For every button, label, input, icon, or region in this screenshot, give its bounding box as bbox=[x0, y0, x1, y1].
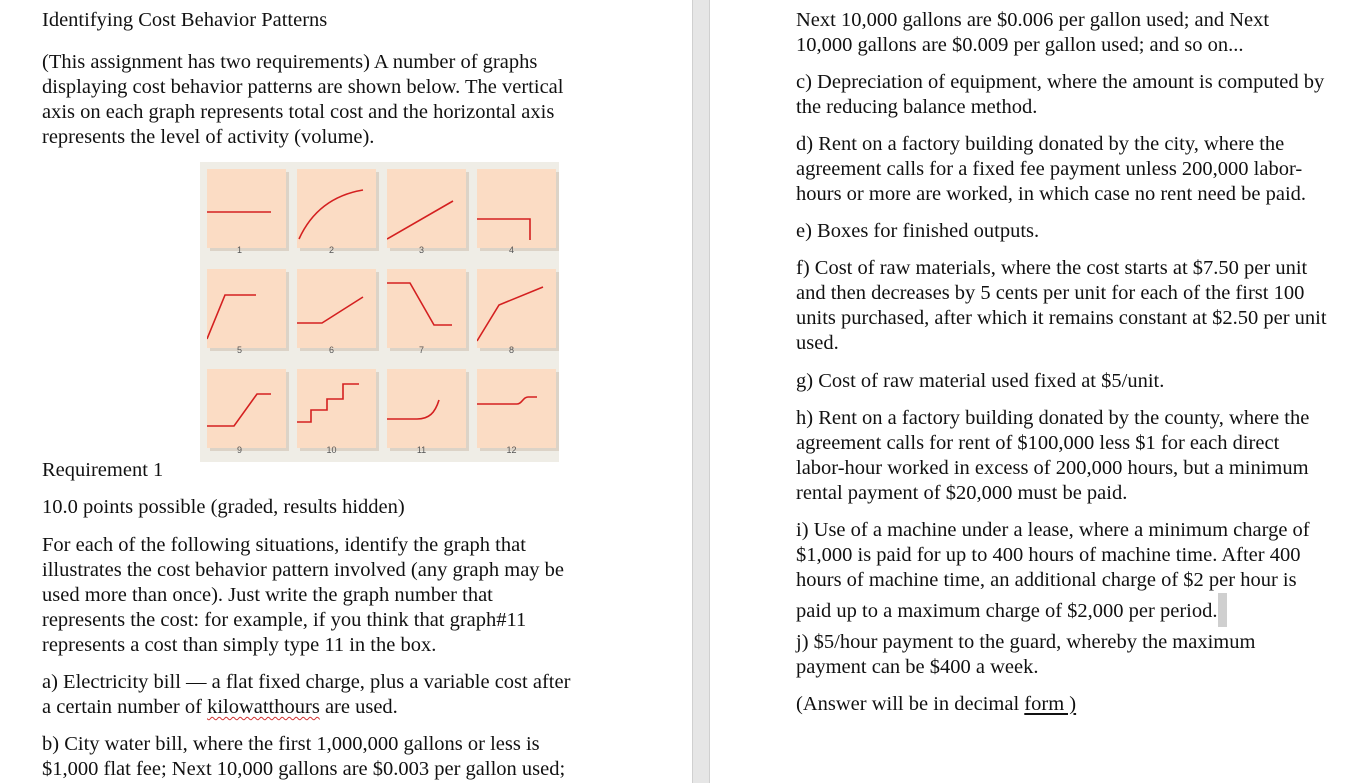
text-cursor bbox=[1218, 593, 1227, 627]
item-b-cont-line-1: Next 10,000 gallons are $0.006 per gallon used; and Next bbox=[796, 9, 1270, 31]
intro-line-2: displaying cost behavior patterns are shown below. The vertical bbox=[42, 76, 564, 98]
graph-2-curve bbox=[299, 190, 363, 239]
item-j-line-1: j) $5/hour payment to the guard, whereby the maximum bbox=[796, 631, 1256, 653]
graph-5-line bbox=[207, 295, 256, 339]
intro-line-1: (This assignment has two requirements) A number of graphs bbox=[42, 51, 538, 73]
graph-4 bbox=[477, 169, 556, 248]
instructions-line-5: represents a cost than simply type 11 in the box. bbox=[42, 634, 437, 656]
right-page bbox=[710, 0, 1371, 783]
item-f-line-2: and then decreases by 5 cents per unit for each of the first 100 bbox=[796, 282, 1305, 304]
graph-4-line bbox=[477, 219, 530, 240]
item-a-post: are used. bbox=[319, 696, 398, 718]
item-i-line-1: i) Use of a machine under a lease, where a minimum charge of bbox=[796, 519, 1310, 541]
graph-12-curve bbox=[477, 397, 537, 404]
item-h-line-2: agreement calls for rent of $100,000 less $1 for each direct bbox=[796, 432, 1280, 454]
graph-7-line bbox=[387, 283, 452, 325]
intro-line-3: axis on each graph represents total cost and the horizontal axis bbox=[42, 101, 555, 123]
graph-8-line bbox=[477, 287, 543, 341]
graph-11-curve bbox=[387, 400, 439, 419]
item-e-line: e) Boxes for finished outputs. bbox=[796, 220, 1040, 242]
item-j-line-2: payment can be $400 a week. bbox=[796, 656, 1039, 678]
graph-12 bbox=[477, 369, 556, 448]
item-f-line-1: f) Cost of raw materials, where the cost starts at $7.50 per unit bbox=[796, 257, 1308, 279]
graph-6-line bbox=[297, 297, 363, 323]
graph-label-1: 1 bbox=[236, 245, 242, 255]
item-b-cont-line-2: 10,000 gallons are $0.009 per gallon used; and so on... bbox=[796, 34, 1244, 56]
graph-3-line bbox=[387, 201, 453, 239]
graph-label-4: 4 bbox=[508, 245, 514, 255]
spellcheck-word[interactable]: kilowatthours bbox=[207, 696, 320, 718]
item-i-line-2: $1,000 is paid for up to 400 hours of machine time. After 400 bbox=[796, 544, 1301, 566]
item-d-line-2: agreement calls for a fixed fee payment unless 200,000 labor- bbox=[796, 158, 1303, 180]
requirement-heading: Requirement 1 bbox=[42, 459, 164, 481]
graph-label-8: 8 bbox=[508, 345, 514, 355]
graph-label-6: 6 bbox=[328, 345, 334, 355]
graph-6 bbox=[297, 269, 376, 348]
intro-line-4: represents the level of activity (volume). bbox=[42, 126, 375, 148]
instructions-line-2: illustrates the cost behavior pattern involved (any graph may be bbox=[42, 559, 565, 581]
item-d-line-1: d) Rent on a factory building donated by the city, where the bbox=[796, 133, 1285, 155]
graph-5 bbox=[207, 269, 286, 348]
page-gutter bbox=[692, 0, 710, 783]
cost-behavior-graphs bbox=[200, 162, 559, 462]
graph-label-9: 9 bbox=[236, 445, 242, 455]
item-i-line-4-text: paid up to a maximum charge of $2,000 per period. bbox=[796, 600, 1218, 622]
instructions-line-4: represents the cost: for example, if you think that graph#11 bbox=[42, 609, 527, 631]
item-b-line-1: b) City water bill, where the first 1,000,000 gallons or less is bbox=[42, 733, 540, 755]
item-a-line-1: a) Electricity bill — a flat fixed charge, plus a variable cost after bbox=[42, 671, 571, 693]
graph-2 bbox=[297, 169, 376, 248]
graph-11 bbox=[387, 369, 466, 448]
graph-9 bbox=[207, 369, 286, 448]
graph-7 bbox=[387, 269, 466, 348]
instructions-line-1: For each of the following situations, identify the graph that bbox=[42, 534, 526, 556]
graph-label-5: 5 bbox=[236, 345, 242, 355]
item-a-line-2 bbox=[42, 695, 612, 720]
graph-label-11: 11 bbox=[416, 445, 427, 455]
graph-label-7: 7 bbox=[418, 345, 424, 355]
graph-10 bbox=[297, 369, 376, 448]
graph-1 bbox=[207, 169, 286, 248]
item-f-line-4: used. bbox=[796, 332, 839, 354]
answer-note bbox=[796, 692, 1368, 717]
item-c-line-1: c) Depreciation of equipment, where the amount is computed by bbox=[796, 71, 1325, 93]
document-title: Identifying Cost Behavior Patterns bbox=[42, 9, 328, 31]
graph-label-12: 12 bbox=[506, 445, 517, 455]
graph-9-line bbox=[207, 394, 271, 426]
item-b-line-2: $1,000 flat fee; Next 10,000 gallons are $0.003 per gallon used; bbox=[42, 758, 566, 780]
item-h-line-1: h) Rent on a factory building donated by the county, where the bbox=[796, 407, 1310, 429]
item-g-line: g) Cost of raw material used fixed at $5/unit. bbox=[796, 370, 1165, 392]
item-i-line-3: hours of machine time, an additional charge of $2 per hour is bbox=[796, 569, 1297, 591]
answer-note-link[interactable]: form ) bbox=[1024, 693, 1077, 715]
graph-3 bbox=[387, 169, 466, 248]
item-h-line-3: labor-hour worked in excess of 200,000 hours, but a minimum bbox=[796, 457, 1309, 479]
graph-label-10: 10 bbox=[326, 445, 337, 455]
points-info: 10.0 points possible (graded, results hidden) bbox=[42, 496, 405, 518]
answer-note-text: (Answer will be in decimal bbox=[796, 693, 1025, 715]
graph-label-2: 2 bbox=[328, 245, 334, 255]
item-a-pre: a certain number of bbox=[42, 696, 208, 718]
graph-10-line bbox=[297, 384, 359, 422]
graph-label-3: 3 bbox=[418, 245, 424, 255]
item-f-line-3: units purchased, after which it remains constant at $2.50 per unit bbox=[796, 307, 1327, 329]
item-c-line-2: the reducing balance method. bbox=[796, 96, 1038, 118]
graph-8 bbox=[477, 269, 556, 348]
item-h-line-4: rental payment of $20,000 must be paid. bbox=[796, 482, 1128, 504]
instructions-line-3: used more than once). Just write the graph number that bbox=[42, 584, 493, 606]
item-d-line-3: hours or more are worked, in which case no rent need be paid. bbox=[796, 183, 1307, 205]
item-i-line-4 bbox=[796, 593, 1368, 627]
